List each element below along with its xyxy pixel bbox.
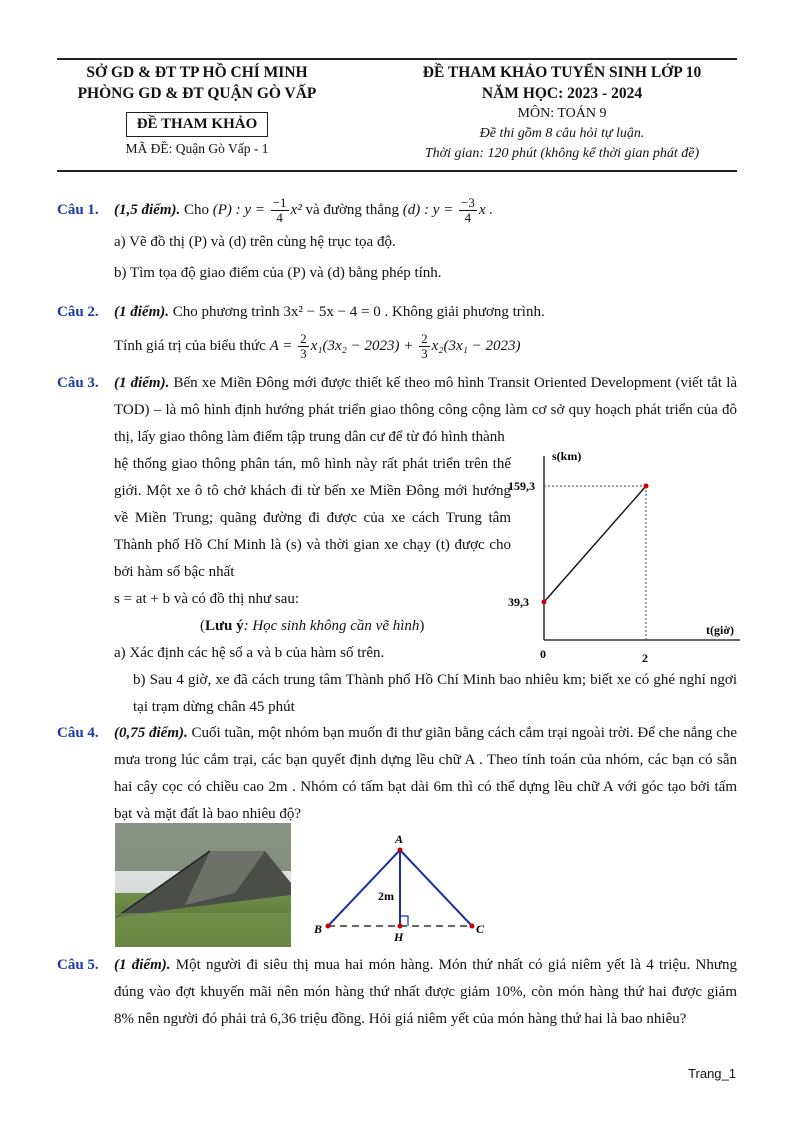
department-line: SỞ GD & ĐT TP HỒ CHÍ MINH [86,64,308,81]
exam-note-time: Thời gian: 120 phút (không kể thời gian phát đề) [424,146,700,161]
question-5 [57,952,737,1033]
fraction [271,196,289,225]
data-point [644,484,649,489]
question-number: Câu 2. [57,304,99,320]
question-points: (1 điểm). [114,375,170,391]
side-ab [328,850,400,926]
y-tick-label: 159,3 [508,479,535,493]
text: Cho [183,201,209,218]
question-1 [57,196,737,287]
exam-note-questions: Đề thi gồm 8 câu hỏi tự luận. [479,126,645,141]
note-label: Lưu ý [205,618,244,634]
question-number: Câu 1. [57,201,99,218]
text: Tính giá trị của biểu thức [114,337,266,354]
data-point [542,600,547,605]
origin-label: 0 [540,647,546,661]
text: và đường thẳng [305,201,399,218]
fraction-den: 4 [464,210,472,225]
question-number: Câu 5. [57,957,99,973]
part-b: b) Tìm tọa độ giao điểm của (P) và (d) bằng phép tính. [114,265,442,281]
office-line: PHÒNG GD & ĐT QUẬN GÒ VẤP [77,85,317,102]
point-b [326,924,331,929]
y-tick-label: 39,3 [508,595,529,610]
text: Một người đi siêu thị mua hai món hàng. Món thứ nhất có giá niêm yết là 4 triệu. Nhưng đúng vào đợt khuyến mãi nên món hàng thứ nhất được giảm 10%, còn món hàng thứ hai được giảm 8% nên người đó phải trả 6,36 triệu đồng. Hỏi giá niêm yết của món hàng thứ hai là bao nhiêu? [114,957,738,1027]
point-h [398,924,403,929]
fraction [459,196,477,225]
text: Cho phương trình 3x² − 5x − 4 = 0 . Không giải phương trình. [172,304,545,320]
paragraph: hệ thống giao thông phân tán, mô hình này rất phát triển trên thế giới. Một xe ô tô chở khách đi từ bến xe Miền Đông mới hướng về Miền Trung; quãng đường đi được của xe cách Trung tâm Thành phố Hồ Chí Minh là (s) và thời gian xe chạy (t) được cho bởi hàm số bậc nhất [114,456,511,580]
exam-header [57,58,737,172]
header-left [57,62,337,157]
math: x . [478,201,494,218]
header-right [387,62,737,164]
label-a: A [395,832,404,846]
part-a: a) Xác định các hệ số a và b của hàm số trên. [114,645,385,661]
label-h: H [394,930,404,944]
parabola-equation: (P) : y = [212,201,265,218]
label-height: 2m [378,889,394,903]
tent-photo [115,823,291,947]
fraction-den: 3 [421,346,428,361]
fraction-num: 2 [421,331,428,346]
question-points: (1 điểm). [114,957,171,973]
function-line: s = at + b và có đồ thị như sau: [114,591,300,607]
question-points: (0,75 điểm). [114,725,188,741]
x-tick-label: 2 [642,651,648,665]
math: x₂(3x₁ − 2023) [431,337,521,354]
fraction-num: 2 [300,331,307,346]
point-c [470,924,475,929]
x-axis-label: t(giờ) [706,623,734,637]
question-4 [57,720,737,828]
distance-time-chart [500,446,750,666]
part-a: a) Vẽ đồ thị (P) và (d) trên cùng hệ trục tọa độ. [114,234,396,250]
y-axis-label: s(km) [552,449,582,463]
fraction-den: 3 [300,346,307,361]
fraction-den: 4 [276,210,283,225]
fraction [298,332,309,361]
part-b [57,667,737,721]
paragraph [57,952,737,1033]
question-number: Câu 4. [57,725,99,741]
text: b) Sau 4 giờ, xe đã cách trung tâm Thành phố Hồ Chí Minh bao nhiêu km; biết xe có ghé nghỉ ngơi tại trạm dừng chân 45 phút [133,672,737,715]
paragraph [57,370,737,451]
math: A = [269,337,293,354]
question-points: (1,5 điểm). [114,201,181,218]
exam-code: MÃ ĐỀ: Quận Gò Vấp - 1 [125,141,269,156]
school-year: NĂM HỌC: 2023 - 2024 [481,85,643,102]
note-text: : Học sinh không cần vẽ hình [243,618,420,634]
page-number: Trang_1 [688,1066,736,1081]
label-b: B [314,922,323,936]
expression-line [57,332,737,361]
question-2 [57,299,737,361]
fraction-num: −3 [461,195,475,210]
fraction-num: −1 [272,195,287,210]
series-line [544,486,646,602]
line-equation: (d) : y = [402,201,454,218]
fraction [419,332,430,361]
text: Bến xe Miền Đông mới được thiết kế theo mô hình Transit Oriented Development (viết tắt là TOD) – là mô hình định hướng phát triển giao thông công cộng làm cơ sở quy hoạch phát triển của đô thị, lấy giao thông làm điểm tập trung dân cư để từ đó hình thành [114,375,738,445]
text: Cuối tuần, một nhóm bạn muốn đi thư giãn bằng cách cắm trại ngoài trời. Để che nắng che mưa trong lúc cắm trại, các bạn quyết định dựng lều chữ A . Theo tính toán của nhóm, các bạn có sẵn hai cây cọc có chiều cao 2m . Nhóm có tấm bạt dài 6m thì có thể dựng lều chữ A với góc tạo bởi tấm bạt và mặt đất là bao nhiêu độ? [114,725,738,822]
exam-title: ĐỀ THAM KHẢO TUYỂN SINH LỚP 10 [422,64,702,81]
paragraph [57,720,737,828]
note: (Lưu ý: Học sinh không cần vẽ hình) [200,618,425,634]
math: x² [290,201,302,218]
question-points: (1 điểm). [114,304,169,320]
side-ac [400,850,472,926]
label-c: C [476,922,485,936]
reference-badge: ĐỀ THAM KHẢO [126,112,269,137]
subject: MÔN: TOÁN 9 [517,106,607,121]
tent-triangle-figure [306,828,496,946]
math: x₁(3x₂ − 2023) + [310,337,414,354]
question-number: Câu 3. [57,375,99,391]
point-a [398,848,403,853]
